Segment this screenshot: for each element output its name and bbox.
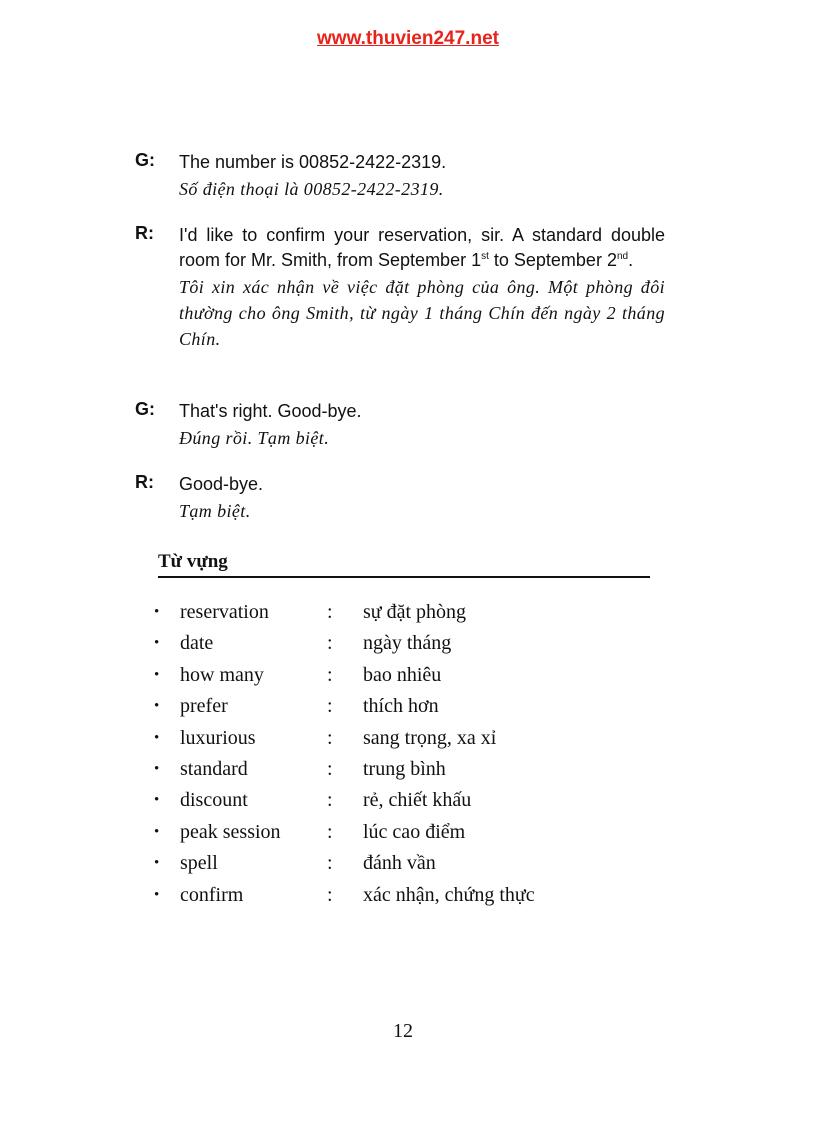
vocab-item bbox=[154, 755, 634, 786]
vocab-meaning: rẻ, chiết khấu bbox=[363, 789, 472, 812]
bullet-icon: • bbox=[154, 855, 160, 872]
vocab-separator: : bbox=[327, 883, 333, 906]
vocab-item bbox=[154, 598, 634, 629]
vocab-item bbox=[154, 629, 634, 660]
bullet-icon: • bbox=[154, 886, 160, 903]
vocab-item bbox=[154, 849, 634, 880]
vocab-term: standard bbox=[180, 757, 248, 780]
bullet-icon: • bbox=[154, 666, 160, 683]
vocab-meaning: ngày tháng bbox=[363, 632, 452, 655]
vocab-item bbox=[154, 818, 634, 849]
vocab-item bbox=[154, 661, 634, 692]
vocab-term: discount bbox=[180, 789, 248, 812]
vocab-separator: : bbox=[327, 632, 333, 655]
vocab-separator: : bbox=[327, 726, 333, 749]
bullet-icon: • bbox=[154, 760, 160, 777]
bullet-icon: • bbox=[154, 698, 160, 715]
vietnamese-translation: Tôi xin xác nhận về việc đặt phòng của ông. Một phòng đôi thường cho ông Smith, từ ngày 1 tháng Chín đến ngày 2 tháng Chín. bbox=[179, 277, 665, 349]
bullet-icon: • bbox=[154, 792, 160, 809]
vocab-list bbox=[154, 598, 634, 912]
vocab-term: spell bbox=[180, 852, 218, 875]
vocab-meaning: lúc cao điểm bbox=[363, 820, 466, 843]
dialogue-turn-2 bbox=[135, 223, 665, 352]
heading-divider bbox=[158, 576, 650, 578]
vocab-separator: : bbox=[327, 789, 333, 812]
vocab-term: luxurious bbox=[180, 726, 256, 749]
bullet-icon: • bbox=[154, 729, 160, 746]
vocab-separator: : bbox=[327, 852, 333, 875]
vocab-item bbox=[154, 724, 634, 755]
vocab-term: how many bbox=[180, 663, 264, 686]
page-number: 12 bbox=[393, 1020, 413, 1042]
vocab-separator: : bbox=[327, 757, 333, 780]
vocab-meaning: trung bình bbox=[363, 757, 446, 780]
speaker-label: G: bbox=[135, 399, 155, 419]
english-line: I'd like to confirm your reservation, sir. A standard double room for Mr. Smith, from September 1st to September 2nd. bbox=[179, 225, 665, 270]
dialogue-turn-4 bbox=[135, 472, 665, 524]
english-line: The number is 00852-2422-2319. bbox=[179, 152, 447, 172]
vocab-meaning: xác nhận, chứng thực bbox=[363, 883, 535, 906]
vocab-term: peak session bbox=[180, 820, 281, 843]
vietnamese-translation: Số điện thoại là 00852-2422-2319. bbox=[179, 179, 444, 199]
vocab-term: date bbox=[180, 632, 214, 655]
vocab-separator: : bbox=[327, 663, 333, 686]
bullet-icon: • bbox=[154, 635, 160, 652]
vocab-item bbox=[154, 692, 634, 723]
vocab-heading: Từ vựng bbox=[158, 551, 228, 572]
vocab-meaning: đánh vần bbox=[363, 852, 436, 875]
dialogue-turn-3 bbox=[135, 399, 665, 451]
vocab-meaning: thích hơn bbox=[363, 695, 439, 718]
vocab-term: confirm bbox=[180, 883, 244, 906]
vocab-term: prefer bbox=[180, 695, 228, 718]
vietnamese-translation: Đúng rồi. Tạm biệt. bbox=[179, 428, 330, 448]
vocab-term: reservation bbox=[180, 601, 269, 623]
english-line: That's right. Good-bye. bbox=[179, 401, 362, 421]
vocab-meaning: sự đặt phòng bbox=[363, 601, 467, 623]
vocab-meaning: bao nhiêu bbox=[363, 663, 442, 686]
vocab-separator: : bbox=[327, 820, 333, 843]
speaker-label: G: bbox=[135, 150, 155, 170]
vocab-separator: : bbox=[327, 695, 333, 718]
vocab-item bbox=[154, 786, 634, 817]
dialogue-turn-1 bbox=[135, 150, 665, 202]
vietnamese-translation: Tạm biệt. bbox=[179, 501, 251, 521]
watermark-link[interactable]: www.thuvien247.net bbox=[317, 28, 499, 49]
speaker-label: R: bbox=[135, 223, 154, 243]
bullet-icon: • bbox=[154, 823, 160, 840]
vocab-separator: : bbox=[327, 601, 333, 623]
bullet-icon: • bbox=[154, 604, 160, 620]
vocab-meaning: sang trọng, xa xỉ bbox=[363, 726, 497, 749]
speaker-label: R: bbox=[135, 472, 154, 492]
vocab-item bbox=[154, 881, 634, 912]
english-line: Good-bye. bbox=[179, 474, 264, 494]
